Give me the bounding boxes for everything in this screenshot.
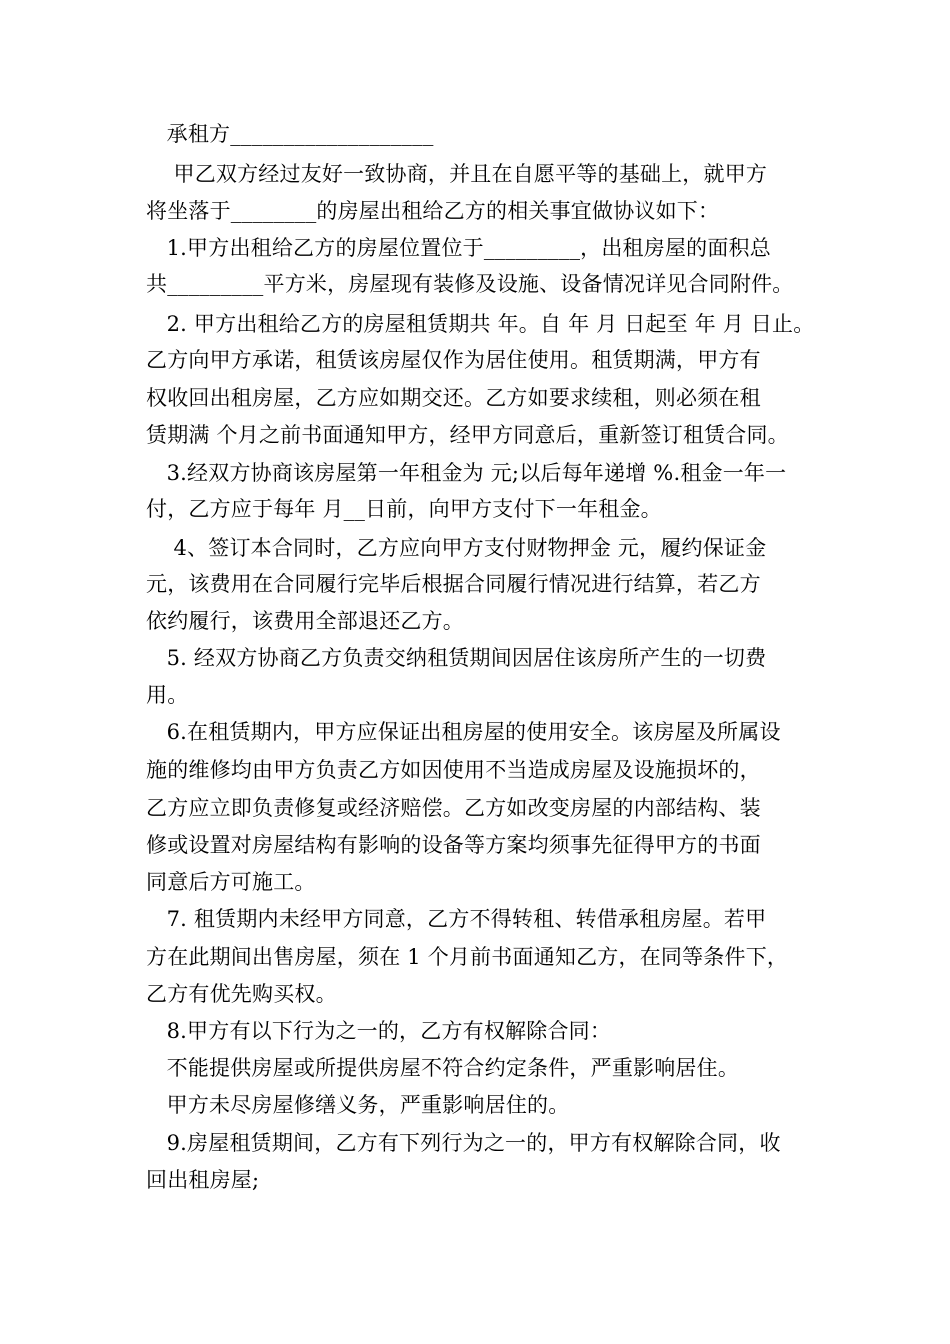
text-line: 乙方有优先购买权。 — [146, 982, 337, 1006]
text-line: 5. 经双方协商乙方负责交纳租赁期间因居住该房所产生的一切费 — [146, 646, 767, 670]
text-line: 付，乙方应于每年 月__日前，向甲方支付下一年租金。 — [146, 497, 662, 521]
text-line: 权收回出租房屋，乙方应如期交还。乙方如要求续租，则必须在租 — [146, 386, 761, 410]
text-line: 回出租房屋; — [146, 1168, 260, 1192]
text-line: 9.房屋租赁期间，乙方有下列行为之一的，甲方有权解除合同，收 — [146, 1131, 781, 1155]
text-line: 3.经双方协商该房屋第一年租金为 元;以后每年递增 %.租金一年一 — [146, 461, 787, 485]
text-line: 2. 甲方出租给乙方的房屋租赁期共 年。自 年 月 日起至 年 月 日止。 — [146, 312, 815, 336]
text-line: 依约履行，该费用全部退还乙方。 — [146, 609, 464, 633]
text-line: 乙方应立即负责修复或经济赔偿。乙方如改变房屋的内部结构、装 — [146, 796, 761, 820]
text-line: 赁期满 个月之前书面通知甲方，经甲方同意后，重新签订租赁合同。 — [146, 423, 789, 447]
text-line: 4、签订本合同时，乙方应向甲方支付财物押金 元，履约保证金 — [146, 536, 767, 560]
text-line: 承租方___________________ — [146, 122, 434, 146]
text-line: 8.甲方有以下行为之一的，乙方有权解除合同： — [146, 1019, 612, 1043]
text-line: 修或设置对房屋结构有影响的设备等方案均须事先征得甲方的书面 — [146, 833, 761, 857]
text-line: 甲方未尽房屋修缮义务，严重影响居住的。 — [146, 1093, 570, 1117]
text-line: 甲乙双方经过友好一致协商，并且在自愿平等的基础上，就甲方 — [146, 162, 768, 186]
text-line: 将坐落于________的房屋出租给乙方的相关事宜做协议如下： — [146, 199, 720, 223]
text-line: 共_________平方米，房屋现有装修及设施、设备情况详见合同附件。 — [146, 272, 794, 296]
text-line: 施的维修均由甲方负责乙方如因使用不当造成房屋及设施损坏的， — [146, 758, 761, 782]
text-line: 用。 — [146, 683, 189, 707]
text-line: 方在此期间出售房屋，须在 1 个月前书面通知乙方，在同等条件下， — [146, 945, 789, 969]
text-line: 元，该费用在合同履行完毕后根据合同履行情况进行结算，若乙方 — [146, 572, 761, 596]
text-line: 同意后方可施工。 — [146, 870, 316, 894]
text-line: 不能提供房屋或所提供房屋不符合约定条件，严重影响居住。 — [146, 1056, 740, 1080]
text-line: 6.在租赁期内，甲方应保证出租房屋的使用安全。该房屋及所属设 — [146, 720, 781, 744]
text-line: 7. 租赁期内未经甲方同意，乙方不得转租、转借承租房屋。若甲 — [146, 907, 767, 931]
text-line: 乙方向甲方承诺，租赁该房屋仅作为居住使用。租赁期满，甲方有 — [146, 348, 761, 372]
text-line: 1.甲方出租给乙方的房屋位置位于_________，出租房屋的面积总 — [146, 236, 771, 260]
